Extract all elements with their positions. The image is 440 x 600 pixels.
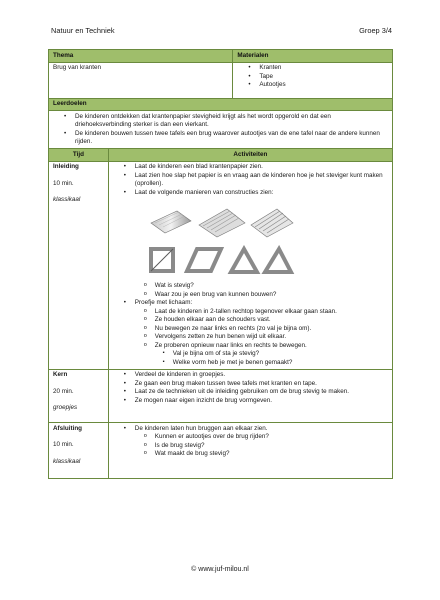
triangle-tilted-shape-drawing <box>265 249 291 272</box>
leerdoelen-list <box>53 113 388 147</box>
kern-side <box>49 369 109 423</box>
activity-item: • Laat de kinderen een blad krantenpapier zien. <box>113 163 388 172</box>
kern-activities <box>108 369 392 423</box>
subject-label: Natuur en Techniek <box>51 26 115 35</box>
activity-item: • Ze mogen naar eigen inzicht de brug vormgeven. <box>113 397 388 406</box>
thema-value: Brug van kranten <box>49 62 233 98</box>
inleiding-title: Inleiding <box>53 163 79 170</box>
question-item: o Waar zou je een brug van kunnen bouwen? <box>113 291 388 300</box>
activity-item: • Laat ze de technieken uit de inleiding gebruiken om de brug stevig te maken. <box>113 388 388 397</box>
activity-text: De kinderen laten hun bruggen aan elkaar zien. <box>134 424 268 432</box>
step-item: o Nu bewegen ze naar links en rechts (zo val je bijna om). <box>113 325 388 334</box>
leerdoel-item: • De kinderen ontdekken dat krantenpapier stevigheid krijgt als het wordt opgerold en dat een driehoeksverbinding sterker is dan een vierkant. <box>53 113 388 130</box>
afsluiting-title: Afsluiting <box>53 424 83 432</box>
materialen-list <box>237 64 388 90</box>
leerdoelen-header: Leerdoelen <box>49 98 393 111</box>
parallelogram-shape-drawing <box>187 249 221 271</box>
shape-illustrations <box>147 245 297 275</box>
pleated-paper-drawing <box>251 209 293 237</box>
materialen-list-cell <box>233 62 393 98</box>
folded-paper-illustration <box>147 201 297 241</box>
triangle-shape-drawing <box>231 249 257 272</box>
inleiding-form: klassikaal <box>53 196 81 203</box>
kern-title: Kern <box>53 371 68 378</box>
activity-item: • Ze gaan een brug maken tussen twee tafels met kranten en tape. <box>113 380 388 389</box>
thema-header: Thema <box>49 50 233 63</box>
question-item: ▪ Val je bijna om of sta je stevig? <box>113 350 388 359</box>
construction-illustrations <box>135 197 388 282</box>
question-item: o Is de brug stevig? <box>113 442 388 451</box>
inleiding-activities <box>108 161 392 369</box>
step-item: o Vervolgens zetten ze hun benen wijd uit elkaar. <box>113 333 388 342</box>
leerdoelen-cell <box>49 111 393 149</box>
materiaal-item: • Tape <box>237 73 388 82</box>
afsluiting-form: klassikaal <box>53 457 81 465</box>
activity-item <box>113 299 388 367</box>
question-item: o Kunnen er autootjes over de brug rijden? <box>113 433 388 442</box>
afsluiting-activities <box>108 423 392 479</box>
activity-item <box>113 425 388 459</box>
question-item: o Wat is stevig? <box>113 282 388 291</box>
materiaal-item: • Kranten <box>237 64 388 73</box>
inleiding-time: 10 min. <box>53 179 74 187</box>
kern-form: groepjes <box>53 404 78 411</box>
leerdoel-item: • De kinderen bouwen tussen twee tafels een brug waarover autootjes van de ene tafel naar de andere kunnen rijden. <box>53 130 388 147</box>
step-item: o Ze houden elkaar aan de schouders vast. <box>113 316 388 325</box>
step-item: o Laat de kinderen in 2-tallen rechtop tegenover elkaar gaan staan. <box>113 308 388 317</box>
footer-copyright[interactable]: © www.juf-milou.nl <box>191 566 249 573</box>
activity-item: • Verdeel de kinderen in groepjes. <box>113 371 388 380</box>
materialen-header: Materialen <box>233 50 393 63</box>
afsluiting-side <box>49 423 109 479</box>
kern-time: 20 min. <box>53 387 74 395</box>
lesson-table <box>48 49 393 479</box>
inleiding-side <box>49 161 109 369</box>
activity-text: Laat de volgende manieren van constructies zien: <box>134 188 274 196</box>
afsluiting-time: 10 min. <box>53 441 74 448</box>
flat-paper-drawing <box>151 211 191 233</box>
folded-paper-drawing <box>199 209 245 237</box>
materiaal-item: • Autootjes <box>237 81 388 90</box>
activity-item <box>113 189 388 300</box>
step-text: Ze proberen opnieuw naar links en rechts te bewegen. <box>154 341 307 349</box>
activity-item: • Laat zien hoe slap het papier is en vraag aan de kinderen hoe je het steviger kunt maken (oprollen). <box>113 172 388 189</box>
group-label: Groep 3/4 <box>359 26 392 35</box>
question-item: ▪ Welke vorm heb je met je benen gemaakt? <box>113 359 388 368</box>
question-item: o Wat maakt de brug stevig? <box>113 450 388 459</box>
activity-text: Proefje met lichaam: <box>134 299 193 306</box>
step-item <box>113 342 388 368</box>
activiteiten-header: Activiteiten <box>108 149 392 162</box>
tijd-header: Tijd <box>49 149 109 162</box>
page-header <box>51 26 392 35</box>
square-shape-drawing <box>151 249 173 271</box>
